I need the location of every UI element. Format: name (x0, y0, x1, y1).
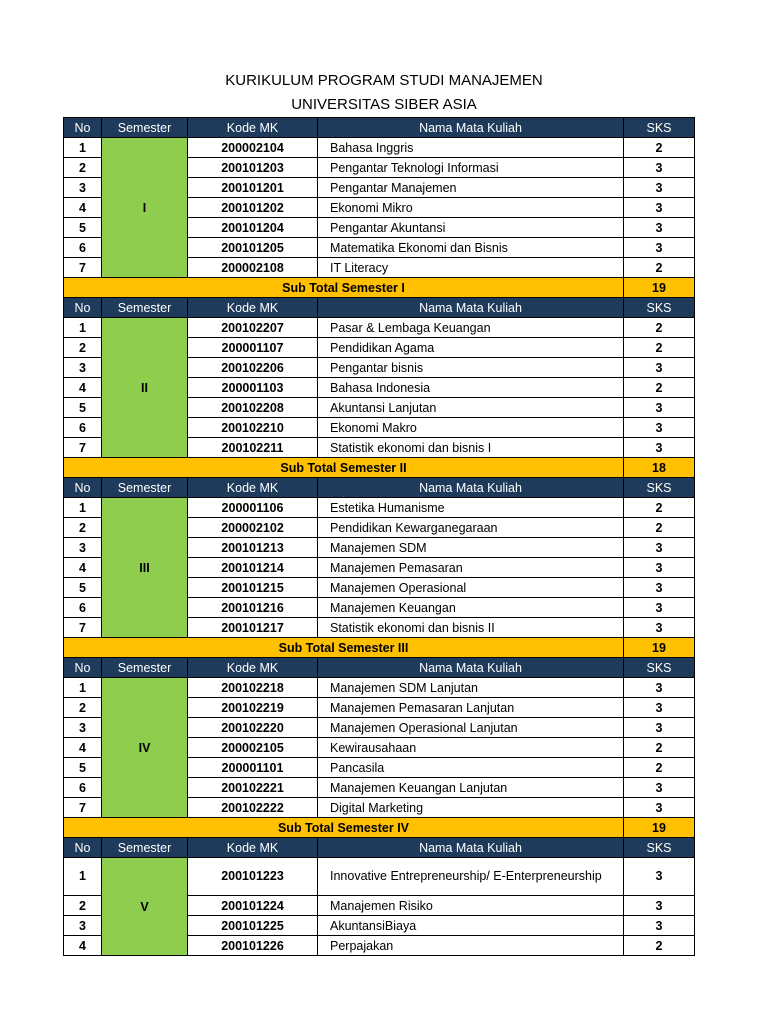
sks-cell: 3 (624, 578, 695, 598)
row-no: 2 (64, 518, 102, 538)
kode-mk-cell: 200102218 (188, 678, 318, 698)
nama-mata-kuliah-cell: Estetika Humanisme (318, 498, 624, 518)
row-no: 1 (64, 318, 102, 338)
row-no: 1 (64, 138, 102, 158)
sks-cell: 3 (624, 358, 695, 378)
kode-mk-cell: 200001101 (188, 758, 318, 778)
table-header-row (64, 838, 695, 858)
sks-cell: 2 (624, 518, 695, 538)
sks-cell: 3 (624, 398, 695, 418)
subtotal-label: Sub Total Semester II (64, 458, 624, 478)
table-header-row (64, 118, 695, 138)
nama-mata-kuliah-cell: Manajemen Operasional Lanjutan (318, 718, 624, 738)
nama-mata-kuliah-cell: Bahasa Indonesia (318, 378, 624, 398)
row-no: 6 (64, 598, 102, 618)
nama-mata-kuliah-cell: Manajemen Pemasaran (318, 558, 624, 578)
row-no: 3 (64, 178, 102, 198)
row-no: 7 (64, 798, 102, 818)
nama-mata-kuliah-cell: Akuntansi Lanjutan (318, 398, 624, 418)
header-semester: Semester (102, 658, 188, 678)
curriculum-table-body (64, 118, 695, 956)
row-no: 4 (64, 738, 102, 758)
kode-mk-cell: 200101226 (188, 936, 318, 956)
header-no: No (64, 478, 102, 498)
table-row (64, 138, 695, 158)
kode-mk-cell: 200002105 (188, 738, 318, 758)
sks-cell: 3 (624, 778, 695, 798)
kode-mk-cell: 200102210 (188, 418, 318, 438)
semester-cell: II (102, 318, 188, 458)
table-header-row (64, 478, 695, 498)
sks-cell: 3 (624, 238, 695, 258)
kode-mk-cell: 200102211 (188, 438, 318, 458)
table-row (64, 318, 695, 338)
kode-mk-cell: 200002104 (188, 138, 318, 158)
header-sks: SKS (624, 298, 695, 318)
sks-cell: 3 (624, 418, 695, 438)
kode-mk-cell: 200002102 (188, 518, 318, 538)
nama-mata-kuliah-cell: Kewirausahaan (318, 738, 624, 758)
row-no: 3 (64, 538, 102, 558)
subtotal-sks: 18 (624, 458, 695, 478)
header-no: No (64, 658, 102, 678)
nama-mata-kuliah-cell: Innovative Entrepreneurship/ E-Enterpreneurship (318, 858, 624, 896)
kode-mk-cell: 200101203 (188, 158, 318, 178)
row-no: 5 (64, 758, 102, 778)
subtotal-row (64, 278, 695, 298)
sks-cell: 2 (624, 378, 695, 398)
sks-cell: 2 (624, 738, 695, 758)
sks-cell: 3 (624, 178, 695, 198)
sks-cell: 2 (624, 318, 695, 338)
row-no: 7 (64, 258, 102, 278)
sks-cell: 3 (624, 798, 695, 818)
nama-mata-kuliah-cell: Bahasa Inggris (318, 138, 624, 158)
kode-mk-cell: 200102220 (188, 718, 318, 738)
header-kode-mk: Kode MK (188, 838, 318, 858)
row-no: 3 (64, 358, 102, 378)
row-no: 7 (64, 618, 102, 638)
nama-mata-kuliah-cell: Matematika Ekonomi dan Bisnis (318, 238, 624, 258)
subtotal-sks: 19 (624, 278, 695, 298)
table-row (64, 678, 695, 698)
row-no: 1 (64, 678, 102, 698)
header-sks: SKS (624, 478, 695, 498)
nama-mata-kuliah-cell: Manajemen SDM (318, 538, 624, 558)
row-no: 5 (64, 578, 102, 598)
semester-cell: V (102, 858, 188, 956)
row-no: 6 (64, 418, 102, 438)
sks-cell: 3 (624, 598, 695, 618)
sks-cell: 3 (624, 698, 695, 718)
table-row (64, 858, 695, 896)
nama-mata-kuliah-cell: Manajemen SDM Lanjutan (318, 678, 624, 698)
kode-mk-cell: 200101205 (188, 238, 318, 258)
kode-mk-cell: 200102208 (188, 398, 318, 418)
sks-cell: 2 (624, 498, 695, 518)
nama-mata-kuliah-cell: AkuntansiBiaya (318, 916, 624, 936)
row-no: 4 (64, 936, 102, 956)
kode-mk-cell: 200101223 (188, 858, 318, 896)
sks-cell: 3 (624, 438, 695, 458)
row-no: 5 (64, 218, 102, 238)
row-no: 6 (64, 238, 102, 258)
sks-cell: 3 (624, 916, 695, 936)
sks-cell: 3 (624, 538, 695, 558)
document-title: KURIKULUM PROGRAM STUDI MANAJEMEN (225, 72, 543, 89)
row-no: 1 (64, 858, 102, 896)
sks-cell: 2 (624, 338, 695, 358)
row-no: 4 (64, 558, 102, 578)
nama-mata-kuliah-cell: Pengantar bisnis (318, 358, 624, 378)
header-semester: Semester (102, 838, 188, 858)
sks-cell: 3 (624, 858, 695, 896)
nama-mata-kuliah-cell: IT Literacy (318, 258, 624, 278)
sks-cell: 2 (624, 936, 695, 956)
sks-cell: 3 (624, 198, 695, 218)
row-no: 3 (64, 916, 102, 936)
nama-mata-kuliah-cell: Pengantar Teknologi Informasi (318, 158, 624, 178)
row-no: 7 (64, 438, 102, 458)
subtotal-label: Sub Total Semester IV (64, 818, 624, 838)
kode-mk-cell: 200102207 (188, 318, 318, 338)
semester-cell: III (102, 498, 188, 638)
row-no: 2 (64, 698, 102, 718)
subtotal-label: Sub Total Semester I (64, 278, 624, 298)
row-no: 2 (64, 158, 102, 178)
nama-mata-kuliah-cell: Pendidikan Kewarganegaraan (318, 518, 624, 538)
header-kode-mk: Kode MK (188, 298, 318, 318)
row-no: 3 (64, 718, 102, 738)
nama-mata-kuliah-cell: Digital Marketing (318, 798, 624, 818)
subtotal-sks: 19 (624, 638, 695, 658)
kode-mk-cell: 200102221 (188, 778, 318, 798)
header-no: No (64, 838, 102, 858)
kode-mk-cell: 200001107 (188, 338, 318, 358)
subtotal-label: Sub Total Semester III (64, 638, 624, 658)
header-sks: SKS (624, 658, 695, 678)
header-sks: SKS (624, 838, 695, 858)
header-kode-mk: Kode MK (188, 658, 318, 678)
kode-mk-cell: 200101215 (188, 578, 318, 598)
kode-mk-cell: 200002108 (188, 258, 318, 278)
document-subtitle: UNIVERSITAS SIBER ASIA (291, 96, 477, 113)
kode-mk-cell: 200001106 (188, 498, 318, 518)
kode-mk-cell: 200101217 (188, 618, 318, 638)
header-semester: Semester (102, 298, 188, 318)
nama-mata-kuliah-cell: Pasar & Lembaga Keuangan (318, 318, 624, 338)
table-header-row (64, 658, 695, 678)
sks-cell: 2 (624, 138, 695, 158)
header-kode-mk: Kode MK (188, 118, 318, 138)
subtotal-sks: 19 (624, 818, 695, 838)
nama-mata-kuliah-cell: Ekonomi Makro (318, 418, 624, 438)
kode-mk-cell: 200101224 (188, 896, 318, 916)
kode-mk-cell: 200101214 (188, 558, 318, 578)
row-no: 2 (64, 338, 102, 358)
sks-cell: 3 (624, 218, 695, 238)
sks-cell: 3 (624, 158, 695, 178)
header-nama-mata-kuliah: Nama Mata Kuliah (318, 478, 624, 498)
sks-cell: 3 (624, 896, 695, 916)
header-semester: Semester (102, 118, 188, 138)
nama-mata-kuliah-cell: Manajemen Risiko (318, 896, 624, 916)
sks-cell: 2 (624, 258, 695, 278)
subtotal-row (64, 458, 695, 478)
curriculum-table (63, 117, 695, 956)
kode-mk-cell: 200101213 (188, 538, 318, 558)
header-nama-mata-kuliah: Nama Mata Kuliah (318, 658, 624, 678)
header-no: No (64, 298, 102, 318)
row-no: 2 (64, 896, 102, 916)
kode-mk-cell: 200101201 (188, 178, 318, 198)
nama-mata-kuliah-cell: Manajemen Keuangan Lanjutan (318, 778, 624, 798)
table-header-row (64, 298, 695, 318)
semester-cell: IV (102, 678, 188, 818)
nama-mata-kuliah-cell: Pengantar Manajemen (318, 178, 624, 198)
nama-mata-kuliah-cell: Pengantar Akuntansi (318, 218, 624, 238)
nama-mata-kuliah-cell: Pancasila (318, 758, 624, 778)
nama-mata-kuliah-cell: Manajemen Keuangan (318, 598, 624, 618)
subtotal-row (64, 638, 695, 658)
kode-mk-cell: 200101225 (188, 916, 318, 936)
nama-mata-kuliah-cell: Manajemen Pemasaran Lanjutan (318, 698, 624, 718)
nama-mata-kuliah-cell: Pendidikan Agama (318, 338, 624, 358)
header-sks: SKS (624, 118, 695, 138)
table-row (64, 498, 695, 518)
kode-mk-cell: 200101204 (188, 218, 318, 238)
kode-mk-cell: 200101202 (188, 198, 318, 218)
header-nama-mata-kuliah: Nama Mata Kuliah (318, 118, 624, 138)
nama-mata-kuliah-cell: Statistik ekonomi dan bisnis II (318, 618, 624, 638)
sks-cell: 2 (624, 758, 695, 778)
nama-mata-kuliah-cell: Ekonomi Mikro (318, 198, 624, 218)
nama-mata-kuliah-cell: Statistik ekonomi dan bisnis I (318, 438, 624, 458)
semester-cell: I (102, 138, 188, 278)
nama-mata-kuliah-cell: Perpajakan (318, 936, 624, 956)
kode-mk-cell: 200102222 (188, 798, 318, 818)
sks-cell: 3 (624, 718, 695, 738)
row-no: 4 (64, 378, 102, 398)
sks-cell: 3 (624, 678, 695, 698)
nama-mata-kuliah-cell: Manajemen Operasional (318, 578, 624, 598)
kode-mk-cell: 200101216 (188, 598, 318, 618)
header-nama-mata-kuliah: Nama Mata Kuliah (318, 298, 624, 318)
kode-mk-cell: 200001103 (188, 378, 318, 398)
subtotal-row (64, 818, 695, 838)
sks-cell: 3 (624, 558, 695, 578)
row-no: 5 (64, 398, 102, 418)
header-no: No (64, 118, 102, 138)
header-semester: Semester (102, 478, 188, 498)
row-no: 6 (64, 778, 102, 798)
header-nama-mata-kuliah: Nama Mata Kuliah (318, 838, 624, 858)
kode-mk-cell: 200102219 (188, 698, 318, 718)
row-no: 1 (64, 498, 102, 518)
kode-mk-cell: 200102206 (188, 358, 318, 378)
row-no: 4 (64, 198, 102, 218)
header-kode-mk: Kode MK (188, 478, 318, 498)
sks-cell: 3 (624, 618, 695, 638)
